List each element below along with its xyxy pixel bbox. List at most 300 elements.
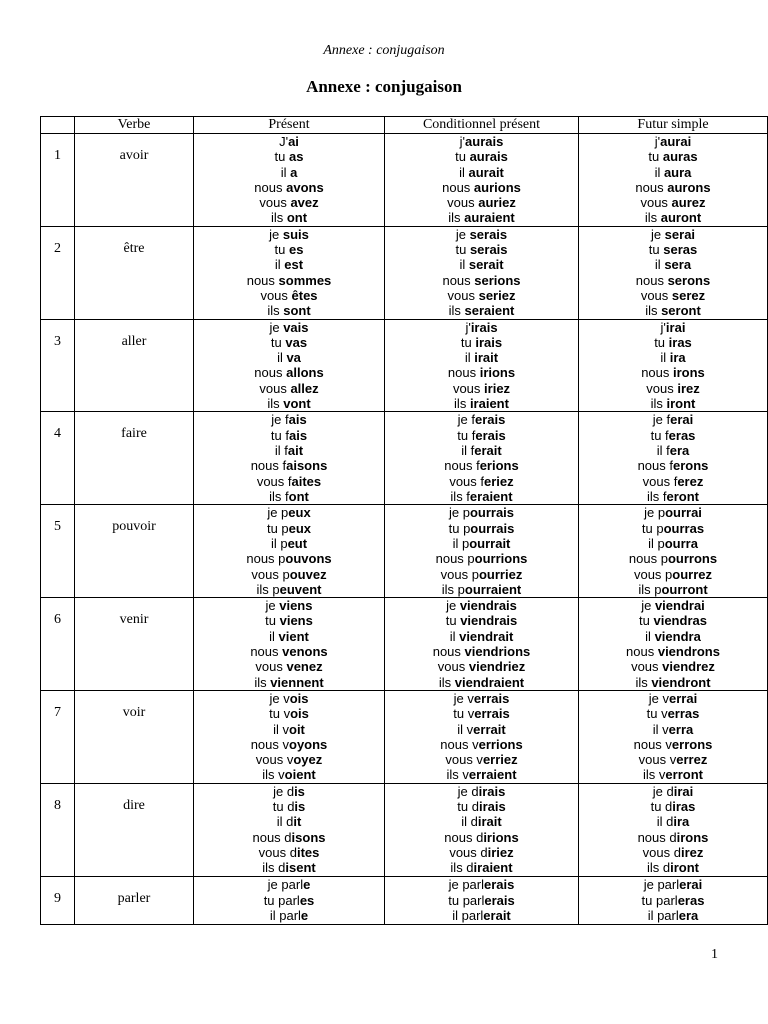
verb-ending: es	[299, 892, 315, 908]
verb-ending: ois	[289, 690, 309, 706]
conjugated-form	[579, 845, 767, 860]
pronoun-stem: il f	[656, 442, 670, 458]
verb-ending: aurais	[465, 134, 504, 149]
verb-ending: eriez	[484, 473, 514, 489]
verb-ending: it	[293, 814, 302, 830]
verb-ending: eraient	[469, 488, 513, 504]
conjugated-form	[385, 227, 578, 242]
pronoun-stem: ils	[448, 210, 465, 226]
conjugated-form	[579, 737, 767, 752]
pronoun-stem: il	[280, 164, 291, 180]
conjugated-form	[579, 303, 767, 318]
conjugated-form	[385, 582, 578, 597]
table-header-row	[41, 117, 768, 134]
conjugated-form	[385, 350, 578, 365]
verb-ending: errions	[478, 736, 523, 752]
verb-ending: era	[678, 908, 699, 924]
document-title: Annexe : conjugaison	[306, 77, 462, 96]
verb-ending: e	[303, 877, 311, 893]
conjugated-form	[385, 722, 578, 737]
verb-ending: ourras	[663, 520, 705, 536]
verb-ending: ourrais	[470, 520, 515, 536]
conjugated-form	[579, 877, 767, 892]
conjugated-form	[579, 784, 767, 799]
pronoun-stem: tu f	[270, 427, 289, 443]
conjugated-form	[194, 242, 384, 257]
pronoun-stem: il f	[461, 442, 475, 458]
present-forms	[194, 319, 385, 412]
verb-ending: irait	[477, 814, 502, 830]
conditionnel-forms	[385, 598, 579, 691]
pronoun-stem: tu parl	[641, 892, 678, 908]
conjugated-form	[385, 365, 578, 380]
conjugated-form	[579, 288, 767, 303]
pronoun-stem: vous d	[449, 844, 488, 860]
conjugated-form	[579, 567, 767, 582]
verb-ending: viendront	[651, 674, 711, 690]
row-number: 8	[41, 783, 75, 877]
verb-infinitive: voir	[75, 690, 194, 783]
conjugated-form	[194, 381, 384, 396]
conditionnel-forms	[385, 319, 579, 412]
table-row	[41, 877, 768, 925]
conjugated-form	[385, 908, 578, 923]
futur-forms	[579, 505, 768, 598]
pronoun-stem: ils f	[450, 488, 470, 504]
pronoun-stem: il d	[461, 814, 478, 830]
pronoun-stem: tu p	[448, 520, 471, 536]
conjugated-form	[579, 582, 767, 597]
pronoun-stem: je d	[457, 783, 479, 799]
verb-ending: vas	[285, 334, 308, 350]
header-present: Présent	[194, 117, 385, 134]
row-number: 3	[41, 319, 75, 412]
verb-ending: erais	[474, 412, 506, 428]
pronoun-stem: je p	[644, 505, 666, 521]
table-row	[41, 598, 768, 691]
conjugated-form	[579, 320, 767, 335]
verb-infinitive: faire	[75, 412, 194, 505]
pronoun-stem: tu p	[266, 520, 289, 536]
pronoun-stem: nous d	[637, 829, 677, 845]
row-number: 7	[41, 690, 75, 783]
verb-ending: erront	[665, 767, 703, 783]
conjugated-form	[194, 195, 384, 210]
table-row	[41, 690, 768, 783]
verb-ending: auraient	[464, 210, 515, 226]
verb-ending: ira	[669, 350, 686, 366]
pronoun-stem: je p	[448, 505, 470, 521]
conjugated-form	[579, 474, 767, 489]
verb-ending: seraient	[464, 303, 515, 319]
pronoun-stem: tu p	[641, 520, 664, 536]
verb-ending: serons	[667, 272, 711, 288]
conjugated-form	[385, 613, 578, 628]
pronoun-stem: il	[660, 350, 670, 366]
conditionnel-forms	[385, 877, 579, 925]
row-number: 1	[41, 134, 75, 227]
conjugated-form	[385, 443, 578, 458]
pronoun-stem: je	[265, 598, 280, 614]
verb-ending: ites	[296, 844, 320, 860]
conjugated-form	[579, 598, 767, 613]
verb-ending: est	[284, 257, 304, 273]
pronoun-stem: nous	[635, 179, 668, 195]
conjugated-form	[385, 335, 578, 350]
conjugated-form	[579, 227, 767, 242]
conjugated-form	[385, 134, 578, 149]
pronoun-stem: il	[459, 164, 469, 180]
pronoun-stem: nous v	[440, 736, 479, 752]
verb-ending: isent	[285, 860, 316, 876]
present-forms	[194, 412, 385, 505]
conjugated-form	[194, 396, 384, 411]
conditionnel-forms	[385, 134, 579, 227]
pronoun-stem: ils v	[446, 767, 469, 783]
conjugated-form	[385, 257, 578, 272]
header-conditionnel: Conditionnel présent	[385, 117, 579, 134]
verb-ending: irai	[665, 319, 686, 335]
header-number	[41, 117, 75, 134]
present-forms	[194, 690, 385, 783]
conjugated-form	[385, 303, 578, 318]
verb-ending: viendrait	[459, 628, 514, 644]
verb-ending: erais	[484, 877, 515, 893]
conjugated-form	[194, 613, 384, 628]
verb-ending: avons	[286, 179, 324, 195]
conjugated-form	[194, 722, 384, 737]
verb-ending: ira	[673, 814, 690, 830]
futur-forms	[579, 319, 768, 412]
futur-forms	[579, 690, 768, 783]
conjugated-form	[385, 149, 578, 164]
pronoun-stem: tu	[455, 242, 470, 258]
pronoun-stem: nous v	[633, 736, 672, 752]
verb-ending: sont	[283, 303, 311, 319]
verb-ending: ont	[288, 488, 309, 504]
verb-infinitive: parler	[75, 877, 194, 925]
conjugated-form	[194, 893, 384, 908]
conjugated-form	[385, 551, 578, 566]
conjugated-form	[579, 428, 767, 443]
conjugated-form	[385, 165, 578, 180]
conjugated-form	[385, 428, 578, 443]
pronoun-stem: il d	[656, 814, 674, 830]
pronoun-stem: ils	[267, 396, 284, 412]
conjugated-form	[385, 893, 578, 908]
conjugated-form	[385, 737, 578, 752]
conjugated-form	[579, 350, 767, 365]
verb-ending: irais	[478, 783, 506, 799]
conjugated-form	[385, 675, 578, 690]
pronoun-stem: il	[449, 628, 460, 644]
table-row	[41, 319, 768, 412]
conjugated-form	[385, 505, 578, 520]
pronoun-stem: nous p	[628, 551, 668, 567]
conjugated-form	[579, 134, 767, 149]
pronoun-stem: tu	[274, 242, 289, 258]
verb-ending: aurais	[469, 149, 508, 165]
conjugated-form	[194, 752, 384, 767]
conjugated-form	[194, 706, 384, 721]
pronoun-stem: il	[277, 350, 287, 366]
verb-ending: viendrais	[459, 598, 517, 614]
pronoun-stem: je	[650, 226, 665, 242]
pronoun-stem: tu v	[269, 706, 291, 722]
verb-ending: erez	[677, 473, 704, 489]
pronoun-stem: ils	[644, 210, 661, 226]
verb-ending: ourrai	[665, 505, 702, 521]
present-forms	[194, 877, 385, 925]
pronoun-stem: tu	[654, 334, 669, 350]
conjugated-form	[385, 521, 578, 536]
pronoun-stem: vous p	[633, 566, 673, 582]
present-forms	[194, 598, 385, 691]
conjugated-form	[194, 737, 384, 752]
pronoun-stem: nous p	[246, 551, 286, 567]
conjugated-form	[194, 273, 384, 288]
pronoun-stem: nous f	[250, 458, 287, 474]
conjugated-form	[579, 412, 767, 427]
pronoun-stem: ils	[650, 396, 667, 412]
verb-ending: viens	[279, 598, 313, 614]
pronoun-stem: vous f	[256, 473, 292, 489]
conjugated-form	[194, 165, 384, 180]
table-body	[41, 134, 768, 925]
present-forms	[194, 226, 385, 319]
verb-ending: ais	[289, 427, 308, 443]
verb-ending: viendraient	[454, 674, 525, 690]
pronoun-stem: ils	[254, 674, 271, 690]
page-number: 1	[711, 947, 718, 962]
row-number: 5	[41, 505, 75, 598]
verb-ending: eront	[666, 488, 699, 504]
verb-ending: irons	[673, 365, 705, 381]
futur-forms	[579, 134, 768, 227]
pronoun-stem: il parl	[647, 908, 679, 924]
running-head: Annexe : conjugaison	[323, 43, 445, 58]
pronoun-stem: il	[654, 164, 664, 180]
pronoun-stem: vous d	[642, 844, 681, 860]
conjugated-form	[385, 659, 578, 674]
verb-ending: erons	[673, 458, 709, 474]
verb-ending: eras	[677, 892, 705, 908]
conjugated-form	[385, 830, 578, 845]
conjugated-form	[579, 489, 767, 504]
verb-ending: irez	[677, 380, 700, 396]
verb-ending: aurai	[660, 134, 692, 149]
pronoun-stem: vous	[640, 287, 672, 303]
conjugated-form	[194, 629, 384, 644]
pronoun-stem: vous	[640, 195, 672, 211]
conjugated-form	[579, 396, 767, 411]
pronoun-stem: nous	[246, 272, 279, 288]
pronoun-stem: ils	[454, 396, 470, 412]
conjugated-form	[579, 613, 767, 628]
table-row	[41, 412, 768, 505]
pronoun-stem: ils v	[262, 767, 285, 783]
conjugated-form	[194, 320, 384, 335]
conjugated-form	[194, 134, 384, 149]
pronoun-stem: nous	[432, 644, 465, 660]
conjugated-form	[194, 814, 384, 829]
pronoun-stem: ils f	[647, 488, 667, 504]
conjugated-form	[385, 381, 578, 396]
verb-ending: serait	[468, 257, 504, 273]
verb-ending: aurions	[473, 179, 521, 195]
pronoun-stem: nous	[254, 179, 287, 195]
conditionnel-forms	[385, 783, 579, 877]
verb-ending: era	[669, 442, 690, 458]
verb-ending: erait	[474, 442, 502, 458]
conjugated-form	[579, 752, 767, 767]
conjugated-form	[385, 489, 578, 504]
verb-ending: is	[294, 783, 305, 799]
verb-ending: sommes	[278, 272, 332, 288]
pronoun-stem: tu	[445, 613, 461, 629]
conjugated-form	[579, 629, 767, 644]
pronoun-stem: tu v	[453, 706, 475, 722]
table-row	[41, 134, 768, 227]
present-forms	[194, 505, 385, 598]
table-row	[41, 226, 768, 319]
present-forms	[194, 783, 385, 877]
pronoun-stem: il	[654, 257, 665, 273]
verb-ending: iras	[672, 798, 696, 814]
conjugated-form	[579, 830, 767, 845]
verb-ending: ourraient	[464, 581, 522, 597]
pronoun-stem: nous f	[444, 458, 480, 474]
pronoun-stem: je v	[453, 690, 474, 706]
conjugated-form	[579, 536, 767, 551]
verb-ending: êtes	[291, 287, 318, 303]
verb-ending: serais	[469, 242, 508, 258]
pronoun-stem: tu d	[457, 798, 479, 814]
pronoun-stem: je f	[457, 412, 475, 428]
conjugated-form	[194, 830, 384, 845]
verb-ending: erions	[479, 458, 519, 474]
verb-ending: viendrai	[654, 598, 705, 614]
conjugated-form	[385, 210, 578, 225]
conjugated-form	[385, 799, 578, 814]
verb-ending: irions	[479, 365, 516, 381]
conjugated-form	[194, 412, 384, 427]
row-number: 6	[41, 598, 75, 691]
conditionnel-forms	[385, 226, 579, 319]
pronoun-stem: je p	[267, 505, 289, 521]
verb-ending: ourriez	[478, 566, 523, 582]
conditionnel-forms	[385, 690, 579, 783]
pronoun-stem: j'	[465, 319, 471, 335]
pronoun-stem: ils	[270, 210, 287, 226]
conjugated-form	[194, 257, 384, 272]
verb-ending: ouvons	[285, 551, 332, 567]
conjugated-form	[385, 877, 578, 892]
verb-ending: aites	[291, 473, 322, 489]
verb-ending: avez	[290, 195, 319, 211]
conjugated-form	[579, 659, 767, 674]
pronoun-stem: ils f	[269, 488, 289, 504]
pronoun-stem: tu	[648, 149, 663, 165]
verb-ending: allez	[290, 380, 319, 396]
pronoun-stem: je	[455, 226, 470, 242]
verb-ending: sera	[664, 257, 692, 273]
pronoun-stem: j'	[459, 134, 466, 149]
pronoun-stem: je v	[269, 690, 290, 706]
verb-ending: aura	[663, 164, 692, 180]
verb-ending: ais	[288, 412, 307, 428]
verb-ending: irais	[478, 798, 506, 814]
pronoun-stem: il p	[452, 535, 470, 551]
conjugated-form	[579, 675, 767, 690]
conjugated-form	[194, 908, 384, 923]
conjugated-form	[194, 675, 384, 690]
conjugated-form	[385, 567, 578, 582]
verb-ending: viendras	[653, 613, 707, 629]
pronoun-stem: tu v	[646, 706, 668, 722]
verb-ending: auriez	[478, 195, 516, 211]
pronoun-stem: tu	[639, 613, 654, 629]
conjugated-form	[194, 845, 384, 860]
conjugated-form	[385, 396, 578, 411]
conjugated-form	[194, 767, 384, 782]
conjugated-form	[194, 489, 384, 504]
present-forms	[194, 134, 385, 227]
pronoun-stem: il	[645, 628, 655, 644]
pronoun-stem: je f	[271, 412, 289, 428]
verb-ending: eras	[668, 427, 696, 443]
conjugated-form	[194, 210, 384, 225]
verb-ending: euvent	[279, 581, 322, 597]
pronoun-stem: vous f	[449, 473, 485, 489]
conjugated-form	[579, 551, 767, 566]
conjugated-form	[385, 691, 578, 706]
verb-ending: iront	[670, 860, 699, 876]
conjugated-form	[385, 767, 578, 782]
conjugation-table	[40, 116, 768, 925]
conjugated-form	[579, 458, 767, 473]
pronoun-stem: vous	[646, 380, 678, 396]
verb-ending: irons	[676, 829, 709, 845]
conjugated-form	[194, 644, 384, 659]
conjugated-form	[194, 458, 384, 473]
conjugated-form	[194, 303, 384, 318]
pronoun-stem: vous	[631, 659, 663, 675]
conjugated-form	[385, 273, 578, 288]
pronoun-stem: vous f	[642, 473, 678, 489]
conjugated-form	[385, 598, 578, 613]
conjugated-form	[385, 706, 578, 721]
pronoun-stem: je	[269, 319, 284, 335]
verb-ending: ai	[288, 134, 299, 149]
conjugated-form	[385, 288, 578, 303]
verb-ending: iriez	[484, 380, 511, 396]
conjugated-form	[385, 784, 578, 799]
conjugated-form	[579, 165, 767, 180]
pronoun-stem: tu f	[457, 427, 476, 443]
verb-ending: errez	[676, 752, 708, 768]
conjugated-form	[194, 598, 384, 613]
verb-ending: oit	[289, 721, 305, 737]
conjugated-form	[385, 860, 578, 875]
pronoun-stem: vous	[259, 380, 291, 396]
pronoun-stem: ils	[448, 303, 465, 319]
pronoun-stem: il p	[270, 535, 288, 551]
pronoun-stem: vous d	[258, 844, 297, 860]
conjugated-form	[194, 536, 384, 551]
pronoun-stem: tu d	[272, 798, 295, 814]
pronoun-stem: il parl	[452, 908, 484, 924]
